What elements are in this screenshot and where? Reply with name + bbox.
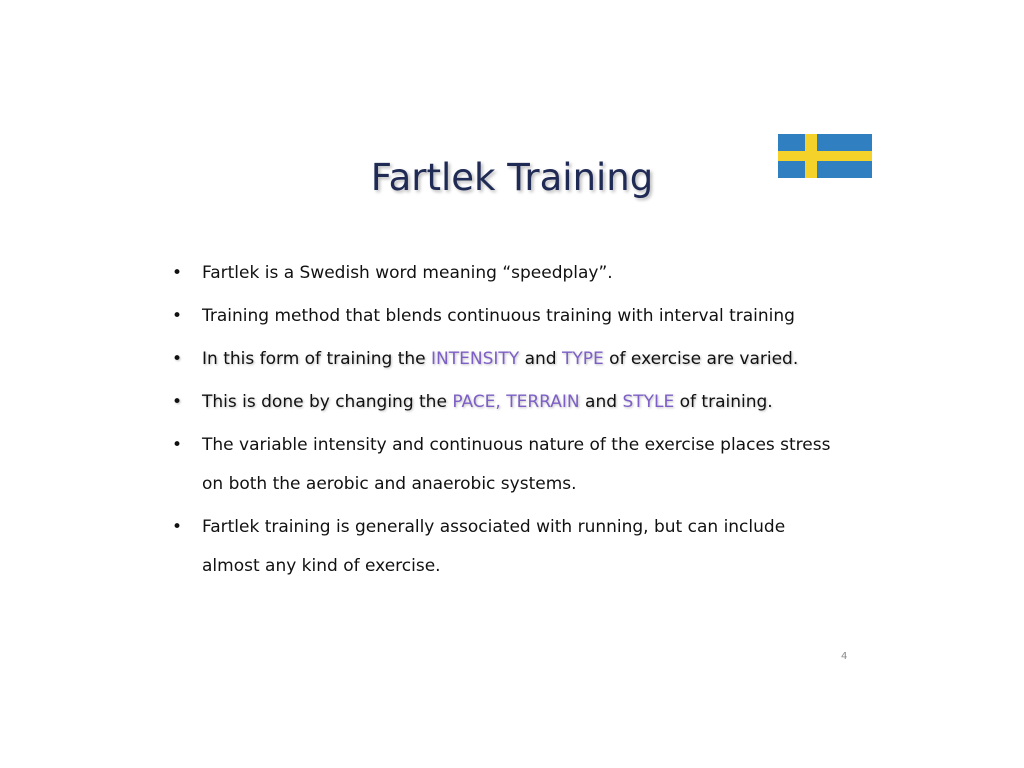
bullet-dot: •: [172, 392, 183, 412]
bullet-text: In this form of training the INTENSITY and TYPE of exercise are varied.: [202, 349, 799, 369]
bullet-text: This is done by changing the PACE, TERRAIN and STYLE of training.: [202, 392, 773, 412]
bullet-text: Training method that blends continuous training with interval training: [202, 306, 795, 326]
keyword-intensity: INTENSITY: [431, 349, 520, 369]
bullet-list: [168, 254, 868, 590]
keyword-style: STYLE: [622, 392, 675, 412]
bullet-dot: •: [172, 435, 183, 455]
list-item: [168, 508, 868, 586]
swedish-flag-icon: [778, 134, 872, 178]
bullet-text: Fartlek is a Swedish word meaning “speedplay”.: [202, 263, 613, 283]
bullet-dot: •: [172, 349, 183, 369]
bullet-text: The variable intensity and continuous nature of the exercise places stress on both the aerobic and anaerobic systems.: [202, 435, 831, 494]
list-item: [168, 254, 868, 293]
slide-title: Fartlek Training: [370, 156, 654, 199]
keyword-type: TYPE: [561, 349, 604, 369]
list-item: [168, 340, 868, 379]
bullet-dot: •: [172, 517, 183, 537]
keyword-pace-terrain: PACE, TERRAIN: [452, 392, 580, 412]
list-item: [168, 383, 868, 422]
bullet-text: Fartlek training is generally associated with running, but can include almost any kind of exercise.: [202, 517, 786, 576]
list-item: [168, 426, 868, 504]
page-number: 4: [841, 651, 848, 662]
bullet-dot: •: [172, 306, 183, 326]
list-item: [168, 297, 868, 336]
bullet-dot: •: [172, 263, 183, 283]
